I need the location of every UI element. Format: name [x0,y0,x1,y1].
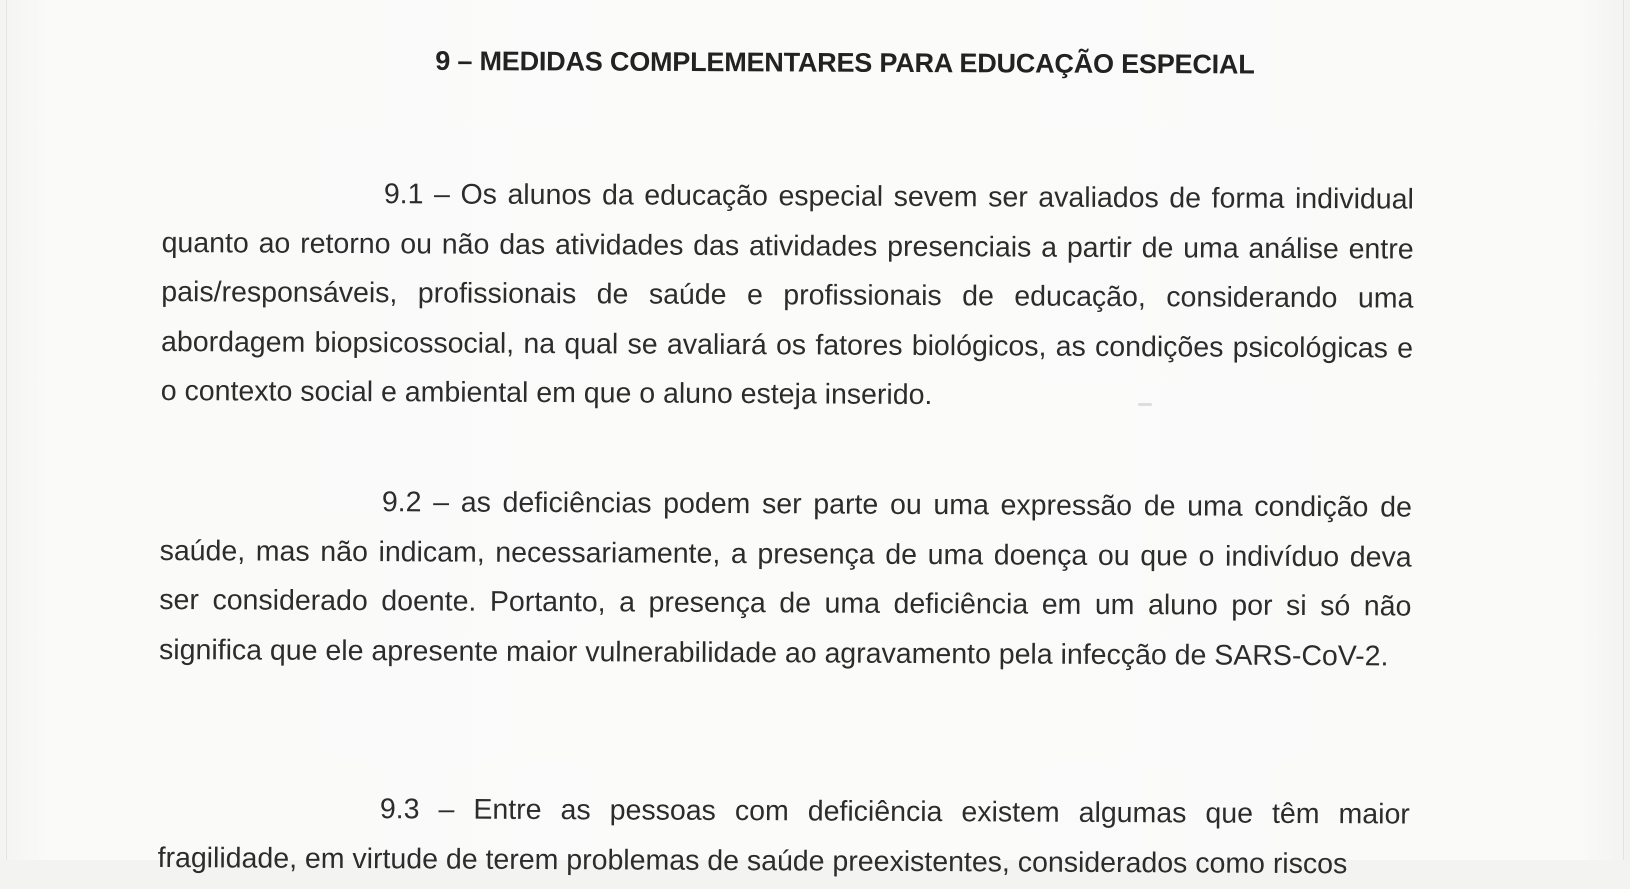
scan-speck [1138,403,1152,406]
paragraph-9-1 [161,169,1414,423]
paragraph-text: – as deficiências podem ser parte ou uma expressão de uma condição de saúde, mas não indicam, necessariamente, a presença de uma doença ou que o indivíduo deva ser considerado doente. Portanto, a presença de uma deficiência em um aluno por si só não significa que ele apresente maior vulnerabilidade ao agravamento pela infecção de SARS-CoV-2. [159,486,1412,672]
section-heading: 9 – MEDIDAS COMPLEMENTARES PARA EDUCAÇÃO ESPECIAL [0,44,1630,82]
page-edge-right [1623,0,1624,860]
page-edge-left [6,0,7,860]
paragraph-9-3 [157,784,1410,889]
paragraph-text: – Os alunos da educação especial sevem ser avaliados de forma individual quanto ao retorno ou não das atividades das atividades presenciais a partir de uma análise entre pais/responsáveis, profissionais de saúde e profissionais de educação, considerando uma abordagem biopsicossocial, na qual se avaliará os fatores biológicos, as condições psicológicas e o contexto social e ambiental em que o aluno esteja inserido. [161,178,1414,411]
paragraph-number: 9.1 [384,178,424,210]
paragraph-number: 9.2 [382,486,422,518]
paragraph-number: 9.3 [380,793,420,825]
paragraph-9-2 [159,477,1412,682]
paragraph-text: – Entre as pessoas com deficiência existem algumas que têm maior fragilidade, em virtude de terem problemas de saúde preexistentes, considerados como riscos [158,793,1410,879]
